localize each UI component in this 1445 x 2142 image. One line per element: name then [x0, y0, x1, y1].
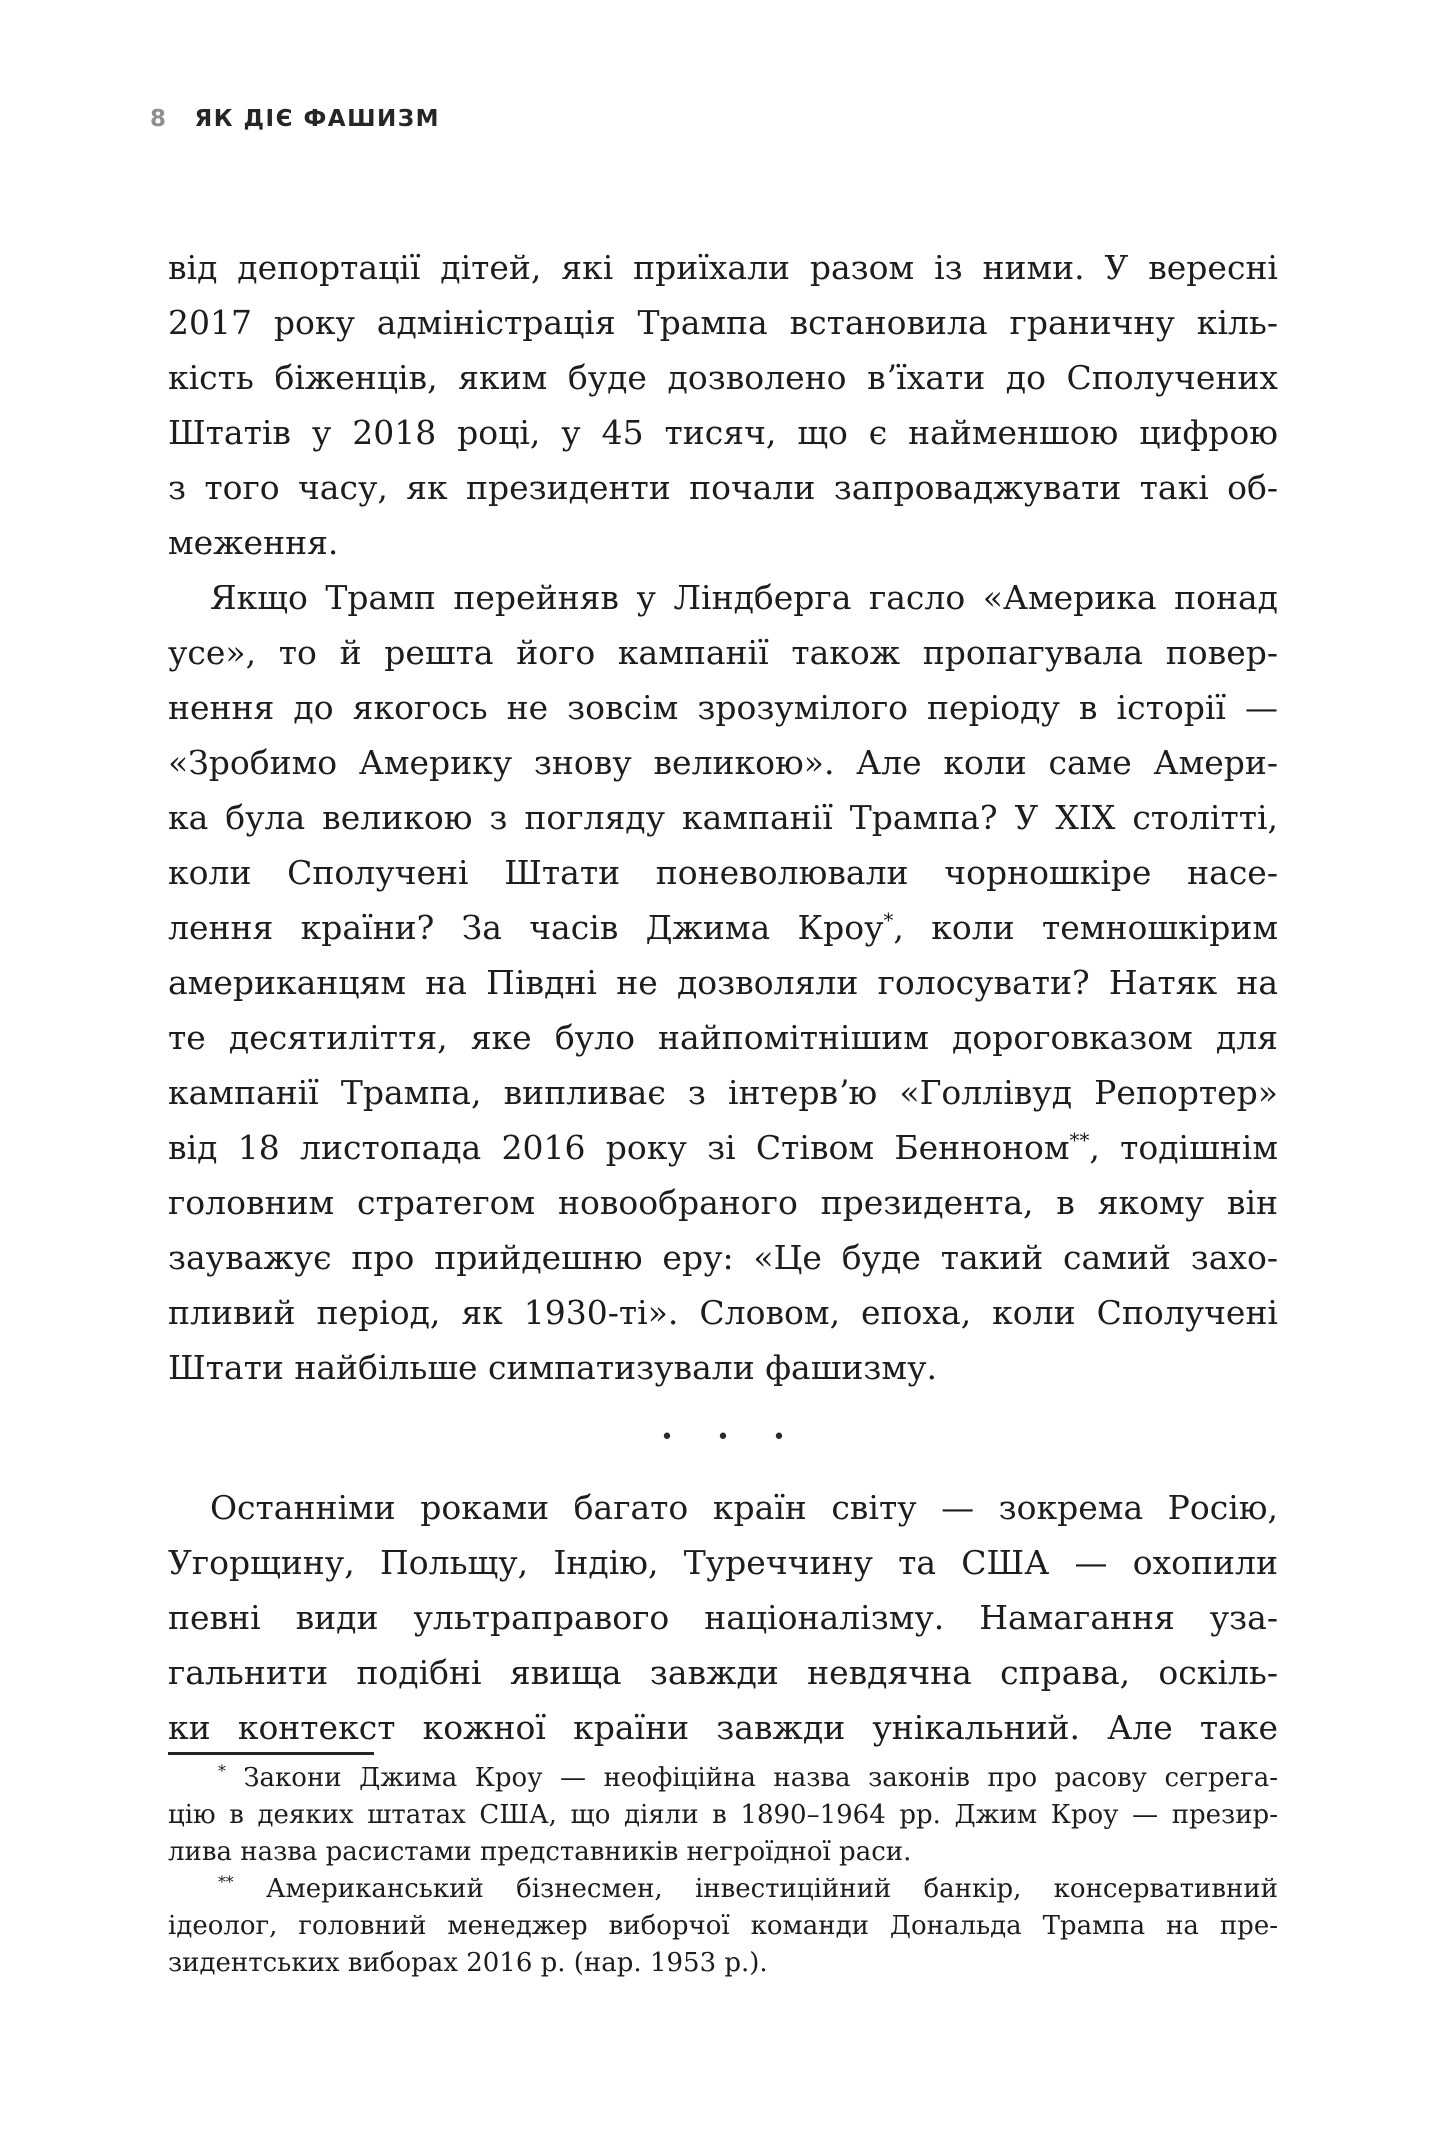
text-column — [168, 240, 1278, 1755]
text-line: Якщо Трамп перейняв у Ліндберга гасло «Америка понад — [210, 578, 1278, 617]
footnote — [168, 1871, 1278, 1982]
text-line: кампанії Трампа, випливає з інтервʼю «Голлівуд Репортер» — [168, 1073, 1278, 1112]
footnote-line: зидентських виборах 2016 р. (нар. 1953 р.). — [168, 1948, 768, 1978]
page-header — [150, 106, 440, 132]
text-line: певні види ультраправого націоналізму. Намагання уза- — [168, 1598, 1278, 1637]
text-line: Угорщину, Польщу, Індію, Туреччину та США — охопили — [168, 1543, 1278, 1582]
text-line: головним стратегом новообраного президента, в якому він — [168, 1183, 1278, 1222]
text-line: зауважує про прийдешню еру: «Це буде такий самий захо- — [168, 1238, 1278, 1277]
running-title: ЯК ДІЄ ФАШИЗМ — [194, 106, 440, 132]
text-line: меження. — [168, 523, 339, 562]
footnotes — [168, 1760, 1278, 1982]
text-line: те десятиліття, яке було найпомітнішим дороговказом для — [168, 1018, 1278, 1057]
footnote-line: ідеолог, головний менеджер виборчої команди Дональда Трампа на пре- — [168, 1911, 1278, 1941]
text-line: від 18 листопада 2016 року зі Стівом Бенноном**, тодішнім — [168, 1128, 1278, 1167]
text-line: нення до якогось не зовсім зрозумілого періоду в історії — — [168, 688, 1278, 727]
text-line: усе», то й решта його кампанії також пропагувала повер- — [168, 633, 1278, 672]
text-line: кість біженців, яким буде дозволено вʼїхати до Сполучених — [168, 358, 1278, 397]
footnote-line: цію в деяких штатах США, що діяли в 1890–1964 рр. Джим Кроу — презир- — [168, 1800, 1278, 1830]
footnote-rule — [168, 1752, 374, 1755]
text-line: Останніми роками багато країн світу — зокрема Росію, — [210, 1488, 1278, 1527]
paragraph — [168, 240, 1278, 570]
text-line: гальнити подібні явища завжди невдячна справа, оскіль- — [168, 1653, 1278, 1692]
section-separator-dots: • • • — [660, 1425, 786, 1450]
paragraph — [168, 570, 1278, 1395]
footnote-line: * Закони Джима Кроу — неофіційна назва законів про расову сегрега- — [218, 1762, 1278, 1793]
text-line: від депортації дітей, які приїхали разом із ними. У вересні — [168, 248, 1278, 287]
text-line: пливий період, як 1930-ті». Словом, епоха, коли Сполучені — [168, 1293, 1278, 1332]
text-line: американцям на Півдні не дозволяли голосувати? Натяк на — [168, 963, 1278, 1002]
text-line: ки контекст кожної країни завжди унікальний. Але таке — [168, 1708, 1278, 1747]
text-line: лення країни? За часів Джима Кроу*, коли темношкірим — [168, 908, 1278, 947]
footnote-line: лива назва расистами представників негроїдної раси. — [168, 1837, 912, 1867]
text-line: Штатів у 2018 році, у 45 тисяч, що є найменшою цифрою — [168, 413, 1278, 452]
text-line: «Зробимо Америку знову великою». Але коли саме Амери- — [168, 743, 1278, 782]
text-line: 2017 року адміністрація Трампа встановила граничну кіль- — [168, 303, 1278, 342]
page-number: 8 — [150, 106, 168, 132]
paragraph — [168, 1480, 1278, 1755]
text-line: Штати найбільше симпатизували фашизму. — [168, 1348, 937, 1387]
text-line: коли Сполучені Штати поневолювали чорношкіре насе- — [168, 853, 1278, 892]
footnote — [168, 1760, 1278, 1871]
footnote-line: ** Американський бізнесмен, інвестиційний банкір, консервативний — [218, 1873, 1278, 1904]
text-line: ка була великою з погляду кампанії Трампа? У XIX столітті, — [168, 798, 1278, 837]
text-line: з того часу, як президенти почали запроваджувати такі об- — [168, 468, 1278, 507]
